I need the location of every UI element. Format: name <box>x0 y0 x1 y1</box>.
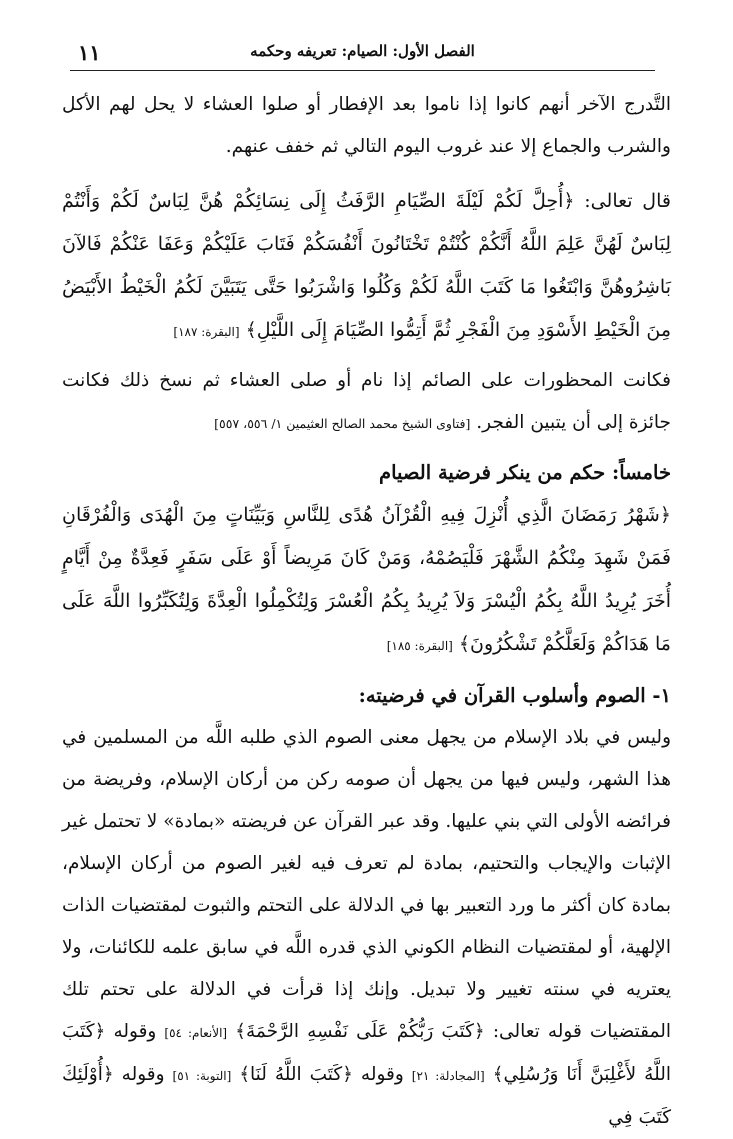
paragraph-abrogation <box>62 360 671 445</box>
connector-text: وقوله <box>353 1064 412 1085</box>
abrogation-text: فكانت المحظورات على الصائم إذا نام أو صلى العشاء ثم نسخ ذلك فكانت جائزة إلى أن يتبين الفجر. <box>62 370 671 433</box>
connector-text: وقوله <box>113 1064 173 1085</box>
quran-anam-54: ﴿كَتَبَ رَبُّكُمْ عَلَى نَفْسِهِ الرَّحْمَةَ﴾ <box>235 1021 485 1042</box>
surah-reference-185: [البقرة: ١٨٥] <box>386 639 453 653</box>
subsection-heading-one: ١- الصوم وأسلوب القرآن في فرضيته: <box>358 684 671 707</box>
connector-text: وقوله <box>105 1021 165 1042</box>
paragraph-fasting-method <box>62 717 671 1139</box>
page-header <box>70 36 655 71</box>
running-title: الفصل الأول: الصيام: تعريفه وحكمه <box>250 42 475 60</box>
surah-reference-mujadila: [المجادلة: ٢١] <box>411 1069 485 1083</box>
quran-mujadila-21: ﴿كَتَبَ اللَّهُ لأَغْلِبَنَّ أَنَا وَرُسُلِي﴾ <box>62 1021 671 1085</box>
page-content <box>62 84 671 1139</box>
quran-verse-187: ﴿أُحِلَّ لَكُمْ لَيْلَةَ الصِّيَامِ الرَّفَثُ إِلَى نِسَائِكُمْ هُنَّ لِبَاسٌ لَكُمْ وَأَنْتُمْ لِبَاسٌ لَهُنَّ عَلِمَ اللَّهُ أَنَّكُمْ كُنْتُمْ تَخْتَانُونَ أَنْفُسَكُمْ فَتَابَ عَلَيْكُمْ وَعَفَا عَنْكُمْ فَالآنَ بَاشِرُوهُنَّ وَابْتَغُوا مَا كَتَبَ اللَّهُ لَكُمْ وَكُلُوا وَاشْرَبُوا حَتَّى يَتَبَيَّنَ لَكُمُ الْخَيْطُ الأَبْيَضُ مِنَ الْخَيْطِ الأَسْوَدِ مِنَ الْفَجْرِ ثُمَّ أَتِمُّوا الصِّيَامَ إِلَى اللَّيْلِ﴾ <box>62 190 671 341</box>
verse-187-paragraph <box>62 180 671 354</box>
verse-intro: قال تعالى: <box>574 190 671 212</box>
surah-reference-187: [البقرة: ١٨٧] <box>173 325 240 339</box>
section-heading-fifth: خامساً: حكم من ينكر فرضية الصيام <box>379 461 671 484</box>
verse-185-paragraph <box>62 494 671 668</box>
spacer <box>62 168 671 180</box>
surah-reference-anam: [الأنعام: ٥٤] <box>164 1026 228 1040</box>
fasting-method-text: وليس في بلاد الإسلام من يجهل معنى الصوم الذي طلبه اللَّه من المسلمين في هذا الشهر، وليس فيها من يجهل أن صومه ركن من أركان الإسلام، وفريضة من فرائضه الأولى التي بني عليها. وقد عبر القرآن عن فريضته «بمادة» لا تحتمل غير الإثبات والإيجاب والتحتيم، بمادة لم تعرف فيه لغير الصوم من أركان الإسلام، بمادة كان أكثر ما ورد التعبير بها في الدلالة على التحتم والثبوت لمقتضيات الذات الإلهية، أو لمقتضيات النظام الكوني الذي قدره اللَّه في سابق علمه للكائنات، ولا يعتريه في سنته تغيير ولا تبديل. وإنك إذا قرأت في الدلالة على تحتم تلك المقتضيات قوله تعالى: <box>62 727 671 1042</box>
surah-reference-tawba: [التوبة: ٥١] <box>172 1069 232 1083</box>
page-number: ١١ <box>78 40 101 65</box>
quran-tawba-51: ﴿كَتَبَ اللَّهُ لَنَا﴾ <box>239 1064 353 1085</box>
paragraph-gradual-rule: التَّدرج الآخر أنهم كانوا إذا ناموا بعد الإفطار أو صلوا العشاء لا يحل لهم الأكل والشرب والجماع إلا عند غروب اليوم التالي ثم خفف عنهم. <box>62 94 671 157</box>
fatwa-citation: [فتاوى الشيخ محمد الصالح العثيمين ١/ ٥٥٦، ٥٥٧] <box>214 416 471 431</box>
quran-continuation: ﴿أُوْلَئِكَ كَتَبَ فِي <box>62 1064 671 1128</box>
quran-verse-185: ﴿شَهْرُ رَمَضَانَ الَّذِي أُنْزِلَ فِيهِ الْقُرْآنُ هُدًى لِلنَّاسِ وَبَيِّنَاتٍ مِنَ الْهُدَى وَالْفُرْقَانِ فَمَنْ شَهِدَ مِنْكُمُ الشَّهْرَ فَلْيَصُمْهُ، وَمَنْ كَانَ مَرِيضاً أَوْ عَلَى سَفَرٍ فَعِدَّةٌ مِنْ أَيَّامٍ أُخَرَ يُرِيدُ اللَّهُ بِكُمُ الْيُسْرَ وَلاَ يُرِيدُ بِكُمُ الْعُسْرَ وَلِتُكْمِلُوا الْعِدَّةَ وَلِتُكَبِّرُوا اللَّهَ عَلَى مَا هَدَاكُمْ وَلَعَلَّكُمْ تَشْكُرُونَ﴾ <box>62 504 671 655</box>
